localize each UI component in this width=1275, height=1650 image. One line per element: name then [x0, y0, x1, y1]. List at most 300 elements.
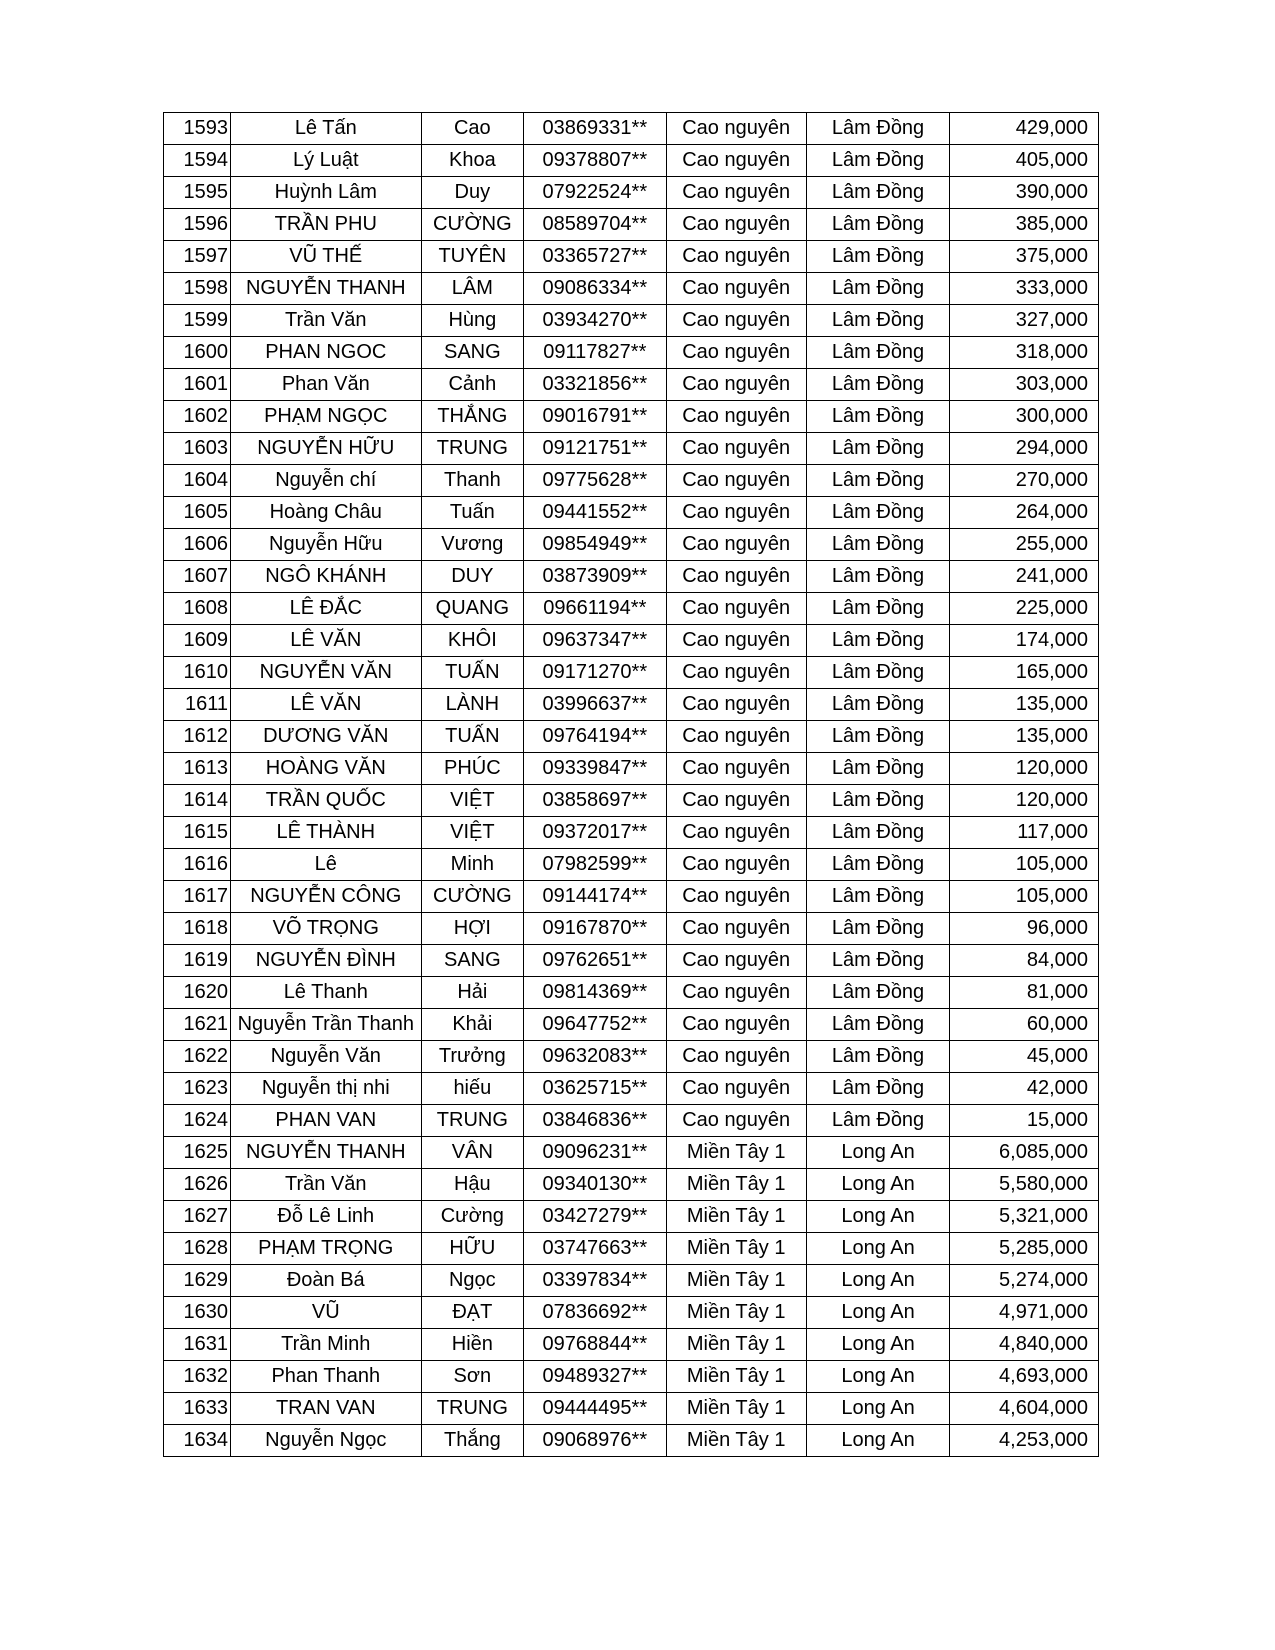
province-cell: Long An	[806, 1233, 949, 1265]
phone-number-cell: 07836692**	[524, 1297, 666, 1329]
province-cell: Lâm Đồng	[806, 721, 949, 753]
last-middle-name-cell: LÊ VĂN	[231, 689, 422, 721]
phone-number-cell: 09632083**	[524, 1041, 666, 1073]
province-cell: Lâm Đồng	[806, 945, 949, 977]
province-cell: Lâm Đồng	[806, 1009, 949, 1041]
last-middle-name-cell: DƯƠNG VĂN	[231, 721, 422, 753]
region-cell: Cao nguyên	[666, 689, 806, 721]
province-cell: Lâm Đồng	[806, 177, 949, 209]
phone-number-cell: 09086334**	[524, 273, 666, 305]
amount-cell: 241,000	[950, 561, 1099, 593]
last-middle-name-cell: Đỗ Lê Linh	[231, 1201, 422, 1233]
table-row	[164, 785, 1099, 817]
province-cell: Long An	[806, 1265, 949, 1297]
province-cell: Lâm Đồng	[806, 369, 949, 401]
phone-number-cell: 07922524**	[524, 177, 666, 209]
amount-cell: 405,000	[950, 145, 1099, 177]
region-cell: Miền Tây 1	[666, 1137, 806, 1169]
row-number-cell: 1609	[164, 625, 231, 657]
phone-number-cell: 03365727**	[524, 241, 666, 273]
region-cell: Cao nguyên	[666, 785, 806, 817]
phone-number-cell: 09762651**	[524, 945, 666, 977]
province-cell: Lâm Đồng	[806, 849, 949, 881]
row-number-cell: 1601	[164, 369, 231, 401]
region-cell: Cao nguyên	[666, 369, 806, 401]
region-cell: Miền Tây 1	[666, 1329, 806, 1361]
table-row	[164, 497, 1099, 529]
table-row	[164, 593, 1099, 625]
province-cell: Lâm Đồng	[806, 657, 949, 689]
province-cell: Long An	[806, 1297, 949, 1329]
first-name-cell: Thắng	[421, 1425, 524, 1457]
row-number-cell: 1602	[164, 401, 231, 433]
phone-number-cell: 09814369**	[524, 977, 666, 1009]
first-name-cell: KHÔI	[421, 625, 524, 657]
table-row	[164, 753, 1099, 785]
region-cell: Miền Tây 1	[666, 1425, 806, 1457]
table-row	[164, 913, 1099, 945]
last-middle-name-cell: NGUYỄN ĐÌNH	[231, 945, 422, 977]
region-cell: Miền Tây 1	[666, 1361, 806, 1393]
phone-number-cell: 03869331**	[524, 113, 666, 145]
amount-cell: 135,000	[950, 721, 1099, 753]
first-name-cell: SANG	[421, 337, 524, 369]
row-number-cell: 1621	[164, 1009, 231, 1041]
phone-number-cell: 03747663**	[524, 1233, 666, 1265]
table-row	[164, 209, 1099, 241]
region-cell: Miền Tây 1	[666, 1265, 806, 1297]
last-middle-name-cell: VŨ	[231, 1297, 422, 1329]
row-number-cell: 1597	[164, 241, 231, 273]
region-cell: Cao nguyên	[666, 433, 806, 465]
amount-cell: 117,000	[950, 817, 1099, 849]
phone-number-cell: 09768844**	[524, 1329, 666, 1361]
first-name-cell: hiếu	[421, 1073, 524, 1105]
last-middle-name-cell: TRẦN PHU	[231, 209, 422, 241]
amount-cell: 15,000	[950, 1105, 1099, 1137]
phone-number-cell: 09764194**	[524, 721, 666, 753]
table-row	[164, 433, 1099, 465]
phone-number-cell: 03996637**	[524, 689, 666, 721]
amount-cell: 5,580,000	[950, 1169, 1099, 1201]
first-name-cell: TRUNG	[421, 1105, 524, 1137]
region-cell: Cao nguyên	[666, 817, 806, 849]
first-name-cell: Sơn	[421, 1361, 524, 1393]
first-name-cell: Hiền	[421, 1329, 524, 1361]
first-name-cell: Cường	[421, 1201, 524, 1233]
row-number-cell: 1634	[164, 1425, 231, 1457]
region-cell: Cao nguyên	[666, 145, 806, 177]
last-middle-name-cell: Trần Minh	[231, 1329, 422, 1361]
table-row	[164, 113, 1099, 145]
province-cell: Lâm Đồng	[806, 305, 949, 337]
phone-number-cell: 09340130**	[524, 1169, 666, 1201]
region-cell: Cao nguyên	[666, 721, 806, 753]
last-middle-name-cell: PHẠM NGỌC	[231, 401, 422, 433]
amount-cell: 4,840,000	[950, 1329, 1099, 1361]
first-name-cell: Khải	[421, 1009, 524, 1041]
last-middle-name-cell: Nguyễn thị nhi	[231, 1073, 422, 1105]
phone-number-cell: 07982599**	[524, 849, 666, 881]
region-cell: Cao nguyên	[666, 561, 806, 593]
last-middle-name-cell: NGÔ KHÁNH	[231, 561, 422, 593]
row-number-cell: 1594	[164, 145, 231, 177]
row-number-cell: 1604	[164, 465, 231, 497]
table-row	[164, 1137, 1099, 1169]
amount-cell: 5,321,000	[950, 1201, 1099, 1233]
province-cell: Long An	[806, 1137, 949, 1169]
row-number-cell: 1596	[164, 209, 231, 241]
phone-number-cell: 03427279**	[524, 1201, 666, 1233]
table-row	[164, 337, 1099, 369]
table-row	[164, 529, 1099, 561]
table-row	[164, 401, 1099, 433]
province-cell: Lâm Đồng	[806, 817, 949, 849]
first-name-cell: Hải	[421, 977, 524, 1009]
province-cell: Long An	[806, 1425, 949, 1457]
province-cell: Long An	[806, 1169, 949, 1201]
table-row	[164, 241, 1099, 273]
last-middle-name-cell: LÊ ĐẮC	[231, 593, 422, 625]
province-cell: Lâm Đồng	[806, 113, 949, 145]
first-name-cell: HỢI	[421, 913, 524, 945]
first-name-cell: PHÚC	[421, 753, 524, 785]
last-middle-name-cell: Phan Thanh	[231, 1361, 422, 1393]
table-row	[164, 305, 1099, 337]
table-row	[164, 1425, 1099, 1457]
amount-cell: 105,000	[950, 881, 1099, 913]
table-row	[164, 881, 1099, 913]
region-cell: Cao nguyên	[666, 945, 806, 977]
region-cell: Cao nguyên	[666, 1041, 806, 1073]
last-middle-name-cell: TRAN VAN	[231, 1393, 422, 1425]
first-name-cell: TUẤN	[421, 657, 524, 689]
last-middle-name-cell: NGUYỄN HỮU	[231, 433, 422, 465]
province-cell: Lâm Đồng	[806, 753, 949, 785]
amount-cell: 84,000	[950, 945, 1099, 977]
phone-number-cell: 09144174**	[524, 881, 666, 913]
table-row	[164, 945, 1099, 977]
row-number-cell: 1628	[164, 1233, 231, 1265]
row-number-cell: 1598	[164, 273, 231, 305]
region-cell: Cao nguyên	[666, 273, 806, 305]
last-middle-name-cell: TRẦN QUỐC	[231, 785, 422, 817]
row-number-cell: 1622	[164, 1041, 231, 1073]
phone-number-cell: 09489327**	[524, 1361, 666, 1393]
phone-number-cell: 03934270**	[524, 305, 666, 337]
first-name-cell: DUY	[421, 561, 524, 593]
last-middle-name-cell: Phan Văn	[231, 369, 422, 401]
row-number-cell: 1593	[164, 113, 231, 145]
row-number-cell: 1603	[164, 433, 231, 465]
row-number-cell: 1629	[164, 1265, 231, 1297]
province-cell: Lâm Đồng	[806, 529, 949, 561]
row-number-cell: 1617	[164, 881, 231, 913]
row-number-cell: 1626	[164, 1169, 231, 1201]
table-body	[164, 113, 1099, 1457]
phone-number-cell: 09637347**	[524, 625, 666, 657]
first-name-cell: Hùng	[421, 305, 524, 337]
region-cell: Cao nguyên	[666, 593, 806, 625]
phone-number-cell: 03846836**	[524, 1105, 666, 1137]
row-number-cell: 1620	[164, 977, 231, 1009]
first-name-cell: Thanh	[421, 465, 524, 497]
amount-cell: 4,253,000	[950, 1425, 1099, 1457]
phone-number-cell: 09016791**	[524, 401, 666, 433]
first-name-cell: LÀNH	[421, 689, 524, 721]
phone-number-cell: 09854949**	[524, 529, 666, 561]
row-number-cell: 1606	[164, 529, 231, 561]
first-name-cell: Trưởng	[421, 1041, 524, 1073]
last-middle-name-cell: Nguyễn Văn	[231, 1041, 422, 1073]
region-cell: Cao nguyên	[666, 497, 806, 529]
row-number-cell: 1613	[164, 753, 231, 785]
row-number-cell: 1608	[164, 593, 231, 625]
first-name-cell: CƯỜNG	[421, 209, 524, 241]
amount-cell: 81,000	[950, 977, 1099, 1009]
region-cell: Cao nguyên	[666, 977, 806, 1009]
phone-number-cell: 03321856**	[524, 369, 666, 401]
amount-cell: 429,000	[950, 113, 1099, 145]
first-name-cell: ĐẠT	[421, 1297, 524, 1329]
row-number-cell: 1619	[164, 945, 231, 977]
last-middle-name-cell: LÊ VĂN	[231, 625, 422, 657]
row-number-cell: 1614	[164, 785, 231, 817]
first-name-cell: TUYÊN	[421, 241, 524, 273]
region-cell: Miền Tây 1	[666, 1169, 806, 1201]
amount-cell: 4,604,000	[950, 1393, 1099, 1425]
row-number-cell: 1611	[164, 689, 231, 721]
region-cell: Cao nguyên	[666, 753, 806, 785]
row-number-cell: 1625	[164, 1137, 231, 1169]
last-middle-name-cell: Nguyễn chí	[231, 465, 422, 497]
province-cell: Lâm Đồng	[806, 1073, 949, 1105]
province-cell: Lâm Đồng	[806, 465, 949, 497]
region-cell: Cao nguyên	[666, 177, 806, 209]
first-name-cell: Minh	[421, 849, 524, 881]
table-row	[164, 177, 1099, 209]
last-middle-name-cell: Lê	[231, 849, 422, 881]
region-cell: Cao nguyên	[666, 657, 806, 689]
table-row	[164, 721, 1099, 753]
table-row	[164, 1329, 1099, 1361]
row-number-cell: 1600	[164, 337, 231, 369]
table-row	[164, 1169, 1099, 1201]
row-number-cell: 1633	[164, 1393, 231, 1425]
amount-cell: 120,000	[950, 753, 1099, 785]
last-middle-name-cell: PHAN NGOC	[231, 337, 422, 369]
first-name-cell: HỮU	[421, 1233, 524, 1265]
amount-cell: 165,000	[950, 657, 1099, 689]
table-row	[164, 1393, 1099, 1425]
last-middle-name-cell: NGUYỄN VĂN	[231, 657, 422, 689]
amount-cell: 60,000	[950, 1009, 1099, 1041]
row-number-cell: 1618	[164, 913, 231, 945]
province-cell: Lâm Đồng	[806, 593, 949, 625]
province-cell: Lâm Đồng	[806, 497, 949, 529]
row-number-cell: 1615	[164, 817, 231, 849]
amount-cell: 385,000	[950, 209, 1099, 241]
row-number-cell: 1599	[164, 305, 231, 337]
last-middle-name-cell: Lý Luật	[231, 145, 422, 177]
last-middle-name-cell: VŨ THẾ	[231, 241, 422, 273]
row-number-cell: 1616	[164, 849, 231, 881]
province-cell: Lâm Đồng	[806, 433, 949, 465]
table-row	[164, 1073, 1099, 1105]
amount-cell: 96,000	[950, 913, 1099, 945]
row-number-cell: 1624	[164, 1105, 231, 1137]
region-cell: Cao nguyên	[666, 401, 806, 433]
province-cell: Long An	[806, 1201, 949, 1233]
amount-cell: 300,000	[950, 401, 1099, 433]
table-row	[164, 849, 1099, 881]
table-row	[164, 689, 1099, 721]
last-middle-name-cell: LÊ THÀNH	[231, 817, 422, 849]
phone-number-cell: 03858697**	[524, 785, 666, 817]
phone-number-cell: 08589704**	[524, 209, 666, 241]
province-cell: Lâm Đồng	[806, 561, 949, 593]
table-row	[164, 273, 1099, 305]
phone-number-cell: 03873909**	[524, 561, 666, 593]
amount-cell: 264,000	[950, 497, 1099, 529]
first-name-cell: THẮNG	[421, 401, 524, 433]
region-cell: Miền Tây 1	[666, 1393, 806, 1425]
last-middle-name-cell: PHAN VAN	[231, 1105, 422, 1137]
table-row	[164, 465, 1099, 497]
last-middle-name-cell: Huỳnh Lâm	[231, 177, 422, 209]
phone-number-cell: 09647752**	[524, 1009, 666, 1041]
last-middle-name-cell: Nguyễn Ngọc	[231, 1425, 422, 1457]
province-cell: Lâm Đồng	[806, 785, 949, 817]
first-name-cell: VIỆT	[421, 785, 524, 817]
province-cell: Lâm Đồng	[806, 913, 949, 945]
first-name-cell: LÂM	[421, 273, 524, 305]
amount-cell: 5,274,000	[950, 1265, 1099, 1297]
region-cell: Cao nguyên	[666, 1009, 806, 1041]
last-middle-name-cell: VÕ TRỌNG	[231, 913, 422, 945]
phone-number-cell: 09121751**	[524, 433, 666, 465]
province-cell: Lâm Đồng	[806, 337, 949, 369]
table-row	[164, 1201, 1099, 1233]
amount-cell: 5,285,000	[950, 1233, 1099, 1265]
region-cell: Cao nguyên	[666, 529, 806, 561]
amount-cell: 303,000	[950, 369, 1099, 401]
last-middle-name-cell: Trần Văn	[231, 305, 422, 337]
amount-cell: 327,000	[950, 305, 1099, 337]
row-number-cell: 1630	[164, 1297, 231, 1329]
amount-cell: 294,000	[950, 433, 1099, 465]
first-name-cell: QUANG	[421, 593, 524, 625]
region-cell: Cao nguyên	[666, 337, 806, 369]
last-middle-name-cell: Nguyễn Hữu	[231, 529, 422, 561]
province-cell: Lâm Đồng	[806, 881, 949, 913]
last-middle-name-cell: Hoàng Châu	[231, 497, 422, 529]
first-name-cell: TUẤN	[421, 721, 524, 753]
table-row	[164, 977, 1099, 1009]
amount-cell: 225,000	[950, 593, 1099, 625]
last-middle-name-cell: NGUYỄN THANH	[231, 273, 422, 305]
table-row	[164, 657, 1099, 689]
phone-number-cell: 09661194**	[524, 593, 666, 625]
province-cell: Lâm Đồng	[806, 209, 949, 241]
region-cell: Cao nguyên	[666, 625, 806, 657]
amount-cell: 4,693,000	[950, 1361, 1099, 1393]
table-row	[164, 1105, 1099, 1137]
amount-cell: 4,971,000	[950, 1297, 1099, 1329]
province-cell: Lâm Đồng	[806, 1105, 949, 1137]
last-middle-name-cell: NGUYỄN THANH	[231, 1137, 422, 1169]
table-row	[164, 817, 1099, 849]
phone-number-cell: 09372017**	[524, 817, 666, 849]
row-number-cell: 1612	[164, 721, 231, 753]
phone-number-cell: 03397834**	[524, 1265, 666, 1297]
last-middle-name-cell: Lê Tấn	[231, 113, 422, 145]
first-name-cell: Cao	[421, 113, 524, 145]
row-number-cell: 1632	[164, 1361, 231, 1393]
amount-cell: 135,000	[950, 689, 1099, 721]
results-table	[163, 112, 1099, 1457]
table-row	[164, 1009, 1099, 1041]
phone-number-cell: 09339847**	[524, 753, 666, 785]
province-cell: Lâm Đồng	[806, 241, 949, 273]
first-name-cell: CƯỜNG	[421, 881, 524, 913]
amount-cell: 333,000	[950, 273, 1099, 305]
last-middle-name-cell: Nguyễn Trần Thanh	[231, 1009, 422, 1041]
row-number-cell: 1607	[164, 561, 231, 593]
province-cell: Long An	[806, 1329, 949, 1361]
last-middle-name-cell: NGUYỄN CÔNG	[231, 881, 422, 913]
row-number-cell: 1631	[164, 1329, 231, 1361]
amount-cell: 375,000	[950, 241, 1099, 273]
region-cell: Miền Tây 1	[666, 1297, 806, 1329]
province-cell: Lâm Đồng	[806, 689, 949, 721]
region-cell: Cao nguyên	[666, 849, 806, 881]
row-number-cell: 1595	[164, 177, 231, 209]
province-cell: Lâm Đồng	[806, 273, 949, 305]
first-name-cell: Cảnh	[421, 369, 524, 401]
last-middle-name-cell: Trần Văn	[231, 1169, 422, 1201]
region-cell: Cao nguyên	[666, 1105, 806, 1137]
first-name-cell: TRUNG	[421, 1393, 524, 1425]
row-number-cell: 1610	[164, 657, 231, 689]
province-cell: Lâm Đồng	[806, 625, 949, 657]
first-name-cell: VÂN	[421, 1137, 524, 1169]
region-cell: Cao nguyên	[666, 1073, 806, 1105]
province-cell: Long An	[806, 1393, 949, 1425]
amount-cell: 105,000	[950, 849, 1099, 881]
first-name-cell: TRUNG	[421, 433, 524, 465]
last-middle-name-cell: Lê Thanh	[231, 977, 422, 1009]
table-row	[164, 625, 1099, 657]
first-name-cell: Vương	[421, 529, 524, 561]
row-number-cell: 1623	[164, 1073, 231, 1105]
last-middle-name-cell: HOÀNG VĂN	[231, 753, 422, 785]
region-cell: Cao nguyên	[666, 241, 806, 273]
row-number-cell: 1627	[164, 1201, 231, 1233]
amount-cell: 45,000	[950, 1041, 1099, 1073]
row-number-cell: 1605	[164, 497, 231, 529]
last-middle-name-cell: PHẠM TRỌNG	[231, 1233, 422, 1265]
province-cell: Lâm Đồng	[806, 145, 949, 177]
first-name-cell: Tuấn	[421, 497, 524, 529]
region-cell: Cao nguyên	[666, 209, 806, 241]
phone-number-cell: 09378807**	[524, 145, 666, 177]
region-cell: Cao nguyên	[666, 305, 806, 337]
amount-cell: 174,000	[950, 625, 1099, 657]
amount-cell: 120,000	[950, 785, 1099, 817]
amount-cell: 255,000	[950, 529, 1099, 561]
province-cell: Lâm Đồng	[806, 977, 949, 1009]
